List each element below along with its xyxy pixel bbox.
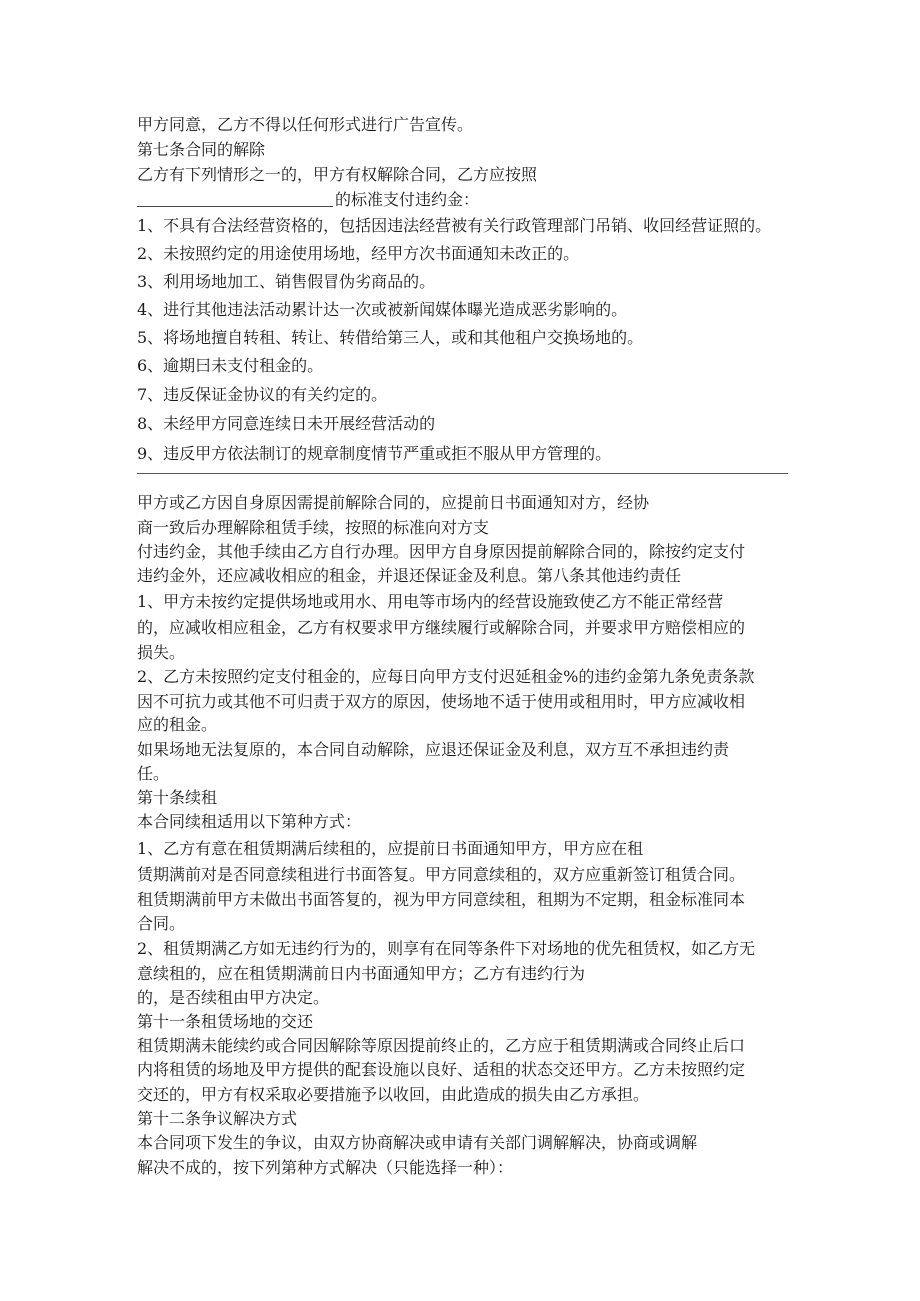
list-item: 7、违反保证金协议的有关约定的。	[137, 385, 388, 404]
text-line: 的，是否续租由甲方决定。	[137, 988, 330, 1007]
text-line: 本合同项下发生的争议，由双方协商解决或申请有关部门调解解决，协商或调解	[137, 1133, 698, 1152]
list-item: 9、违反甲方依法制订的规章制度情节严重或拒不服从甲方管理的。	[137, 444, 612, 463]
text-line: 的标准支付违约金：	[335, 190, 480, 209]
list-item: 4、进行其他违法活动累计达一次或被新闻媒体曝光造成恶劣影响的。	[137, 300, 628, 319]
fill-in-blank	[137, 192, 333, 207]
section-heading: 第十一条租赁场地的交还	[137, 1012, 314, 1031]
text-line: 赁期满前对是否同意续租进行书面答复。甲方同意续租的，双方应重新签订租赁合同。	[137, 865, 746, 884]
list-item: 2、未按照约定的用途使用场地，经甲方次书面通知未改正的。	[137, 244, 580, 263]
text-line: 内将租赁的场地及甲方提供的配套设施以良好、适租的状态交还甲方。乙方未按照约定	[137, 1060, 746, 1079]
list-item: 5、将场地擅自转租、转让、转借给第三人，或和其他租户交换场地的。	[137, 328, 644, 347]
text-line: 本合同续租适用以下第种方式：	[137, 812, 362, 831]
text-line: 2、乙方未按照约定支付租金的，应每日向甲方支付迟延租金%的违约金第九条免责条款	[137, 667, 755, 686]
section-heading: 第十二条争议解决方式	[137, 1109, 298, 1128]
text-line: 违约金外，还应减收相应的租金，并退还保证金及利息。第八条其他违约责任	[137, 566, 682, 585]
section-heading: 第十条续租	[137, 788, 218, 807]
text-line: 租赁期满前甲方未做出书面答复的，视为甲方同意续租，租期为不定期，租金标准同本	[137, 890, 746, 909]
list-item: 3、利用场地加工、销售假冒伪劣商品的。	[137, 272, 436, 291]
section-heading: 第七条合同的解除	[137, 140, 266, 159]
text-line: 应的租金。	[137, 715, 218, 734]
list-item: 6、逾期曰未支付租金的。	[137, 356, 324, 375]
text-line: 甲方同意，乙方不得以任何形式进行广告宣传。	[137, 115, 474, 134]
text-line: 1、乙方有意在租赁期满后续租的，应提前日书面通知甲方，甲方应在租	[137, 839, 644, 858]
text-line: 意续租的，应在租赁期满前日内书面通知甲方；乙方有违约行为	[137, 964, 586, 983]
text-line: 租赁期满未能续约或合同因解除等原因提前终止的，乙方应于租赁期满或合同终止后口	[137, 1036, 746, 1055]
list-item: 1、不具有合法经营资格的，包括因违法经营被有关行政管理部门吊销、收回经营证照的。	[137, 216, 772, 235]
horizontal-divider	[137, 473, 788, 474]
text-line: 损失。	[137, 643, 186, 662]
text-line: 商一致后办理解除租赁手续，按照的标准向对方支	[137, 518, 490, 537]
text-line: 因不可抗力或其他不可归责于双方的原因，使场地不适于使用或租用时，甲方应减收相	[137, 692, 746, 711]
text-line: 1、甲方未按约定提供场地或用水、用电等市场内的经营设施致使乙方不能正常经营	[137, 592, 724, 611]
text-line: 2、租赁期满乙方如无违约行为的，则享有在同等条件下对场地的优先租赁权，如乙方无	[137, 939, 756, 958]
text-line: 甲方或乙方因自身原因需提前解除合同的，应提前日书面通知对方，经协	[137, 493, 650, 512]
text-line: 如果场地无法复原的，本合同自动解除，应退还保证金及利息，双方互不承担违约责	[137, 740, 730, 759]
text-line: 付违约金，其他手续由乙方自行办理。因甲方自身原因提前解除合同的，除按约定支付	[137, 542, 746, 561]
text-line-with-blank	[137, 189, 479, 211]
text-line: 的，应减收相应租金，乙方有权要求甲方继续履行或解除合同，并要求甲方赔偿相应的	[137, 618, 746, 637]
text-line: 任。	[137, 764, 170, 783]
text-line: 交还的，甲方有权采取必要措施予以收回，由此造成的损失由乙方承担。	[137, 1085, 650, 1104]
text-line: 合同。	[137, 914, 186, 933]
text-line: 解决不成的，按下列第种方式解决（只能选择一种）：	[137, 1158, 514, 1177]
text-line: 乙方有下列情形之一的，甲方有权解除合同，乙方应按照	[137, 165, 538, 184]
list-item: 8、未经甲方同意连续日未开展经营活动的	[137, 414, 436, 433]
